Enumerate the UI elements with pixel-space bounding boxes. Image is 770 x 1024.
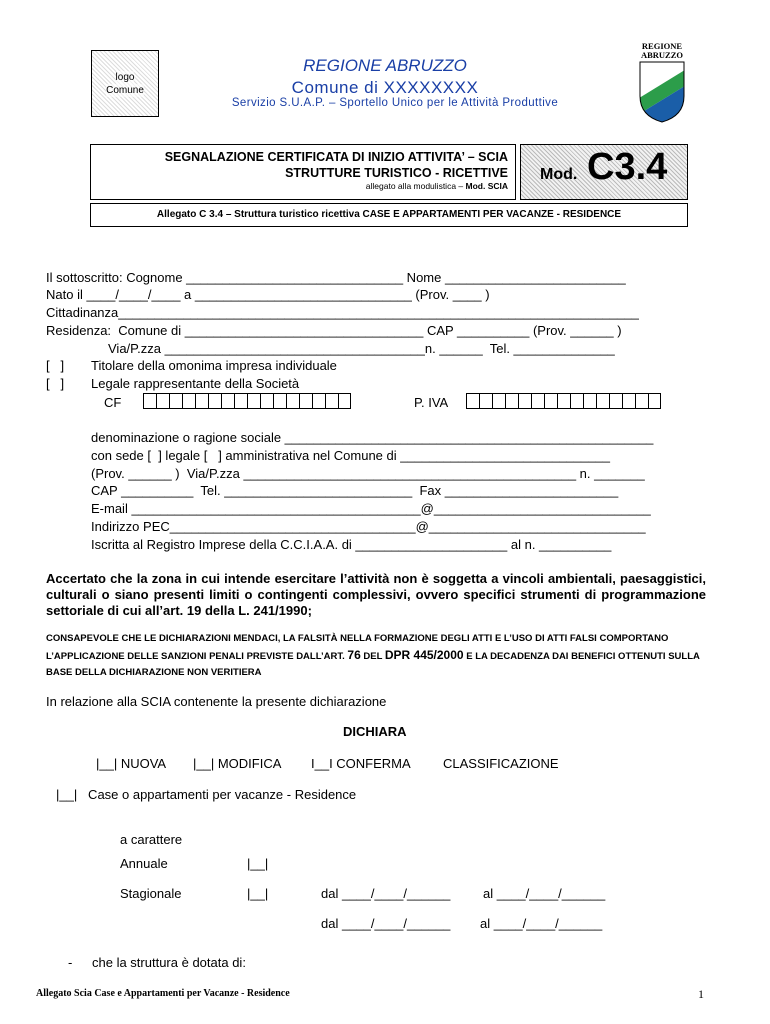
via-line[interactable]: Via/P.zza ____________________________________n. ______ Tel. ______________ [108,341,615,356]
relazione-text: In relazione alla SCIA contenente la presente dichiarazione [46,694,387,709]
shield-icon [636,60,688,124]
comune-title: Comune di XXXXXXXX [291,78,479,97]
piva-digit-box[interactable] [648,393,661,409]
service-subtitle: Servizio S.U.A.P. – Sportello Unico per le Attività Produttive [231,97,559,109]
accertato-paragraph: Accertato che la zona in cui intende esercitare l’attività non è soggetta a vincoli ambientali, paesaggistici, culturali o siano presenti limiti o contingenti complessivi, ovvero specifici strumenti di programmazione settoriale di cui all’art. 19 della L. 241/1990; [46,571,706,618]
piva-digit-box[interactable] [622,393,635,409]
denominazione-line[interactable]: denominazione o ragione sociale ___________________________________________________ [91,430,654,445]
classificazione-label: CLASSIFICAZIONE [443,756,559,771]
mod-code: C3.4 [587,146,668,188]
cf-digit-box[interactable] [156,393,169,409]
piva-grid[interactable] [466,393,661,409]
piva-digit-box[interactable] [557,393,570,409]
piva-digit-box[interactable] [492,393,505,409]
piva-digit-box[interactable] [531,393,544,409]
modulistica-prefix: allegato alla modulistica – [365,181,466,191]
cf-digit-box[interactable] [208,393,221,409]
piva-digit-box[interactable] [583,393,596,409]
nascita-line[interactable]: Nato il ____/____/____ a ______________________________ (Prov. ____ ) [46,287,490,302]
cf-digit-box[interactable] [182,393,195,409]
titolare-label: Titolare della omonima impresa individuale [91,358,337,373]
region-title: REGIONE ABRUZZO [303,56,467,75]
option-nuova[interactable]: |__| NUOVA [96,756,167,771]
registro-imprese-line[interactable]: Iscritta al Registro Imprese della C.C.I.A.A. di _____________________ al n. __________ [91,537,612,552]
case-appartamenti-option[interactable]: |__| Case o appartamenti per vacanze - Residence [56,787,357,802]
cf-digit-box[interactable] [143,393,156,409]
annuale-checkbox[interactable]: |__| [247,856,269,871]
consapevole-dpr: DPR 445/2000 [384,648,464,662]
email-line[interactable]: E-mail ________________________________________@______________________________ [91,501,651,516]
piva-digit-box[interactable] [635,393,648,409]
mod-label: Mod. [540,166,578,183]
emblem-text-line1: REGIONE [641,41,683,51]
consapevole-part3: E LA DECADENZA DAI BENEFICI OTTENUTI SULLA BASE DELLA DICHIARAZIONE NON VERITIERA [46,651,700,678]
piva-digit-box[interactable] [544,393,557,409]
region-emblem [636,42,688,129]
cf-grid[interactable] [143,393,351,409]
cf-digit-box[interactable] [273,393,286,409]
titolare-checkbox[interactable]: [ ] [46,358,65,373]
cf-digit-box[interactable] [312,393,325,409]
dal-field-1[interactable]: dal ____/____/______ [321,886,451,901]
dotata-dash: - [68,955,73,970]
consapevole-paragraph [46,631,706,681]
cf-digit-box[interactable] [221,393,234,409]
al-field-2[interactable]: al ____/____/______ [480,916,603,931]
form-title-line1: SEGNALAZIONE CERTIFICATA DI INIZIO ATTIVITA’ – SCIA [164,150,508,164]
annuale-label: Annuale [120,856,168,871]
dichiara-heading: DICHIARA [343,724,407,739]
logo-text-line1: logo [115,71,135,83]
dal-field-2[interactable]: dal ____/____/______ [321,916,451,931]
cf-digit-box[interactable] [195,393,208,409]
form-title-line3 [95,181,508,191]
piva-digit-box[interactable] [609,393,622,409]
piva-digit-box[interactable] [518,393,531,409]
consapevole-art: 76 [347,648,361,662]
residenza-line[interactable]: Residenza: Comune di _________________________________ CAP __________ (Prov. ______ ) [46,323,622,338]
page-number: 1 [698,987,704,1001]
al-field-1[interactable]: al ____/____/______ [483,886,606,901]
cf-digit-box[interactable] [260,393,273,409]
cf-label: CF [104,395,122,410]
modulistica-mod: Mod. SCIA [465,181,508,191]
piva-digit-box[interactable] [505,393,518,409]
cf-digit-box[interactable] [247,393,260,409]
carattere-label: a carattere [120,832,183,847]
cittadinanza-line[interactable]: Cittadinanza________________________________________________________________________ [46,305,639,320]
logo-text-line2: Comune [106,84,144,96]
consapevole-part2: DEL [360,651,385,662]
cf-digit-box[interactable] [286,393,299,409]
piva-digit-box[interactable] [570,393,583,409]
form-title-line2: STRUTTURE TURISTICO - RICETTIVE [285,166,508,180]
page-footer: Allegato Scia Case e Appartamenti per Vacanze - Residence [36,988,290,999]
legale-rapp-label: Legale rappresentante della Società [91,376,300,391]
consapevole-part1: CONSAPEVOLE CHE LE DICHIARAZIONI MENDACI, LA FALSITÀ NELLA FORMAZIONE DEGLI ATTI E L’USO DI ATTI FALSI COMPORTANO L’APPLICAZIONE DELLE SANZIONI PENALI PREVISTE DALL’ART. [46,633,669,662]
sede-line[interactable]: con sede [ ] legale [ ] amministrativa nel Comune di _____________________________ [91,448,610,463]
cap-tel-fax-line[interactable]: CAP __________ Tel. __________________________ Fax ________________________ [91,483,619,498]
cf-digit-box[interactable] [325,393,338,409]
cf-digit-box[interactable] [338,393,351,409]
allegato-title: Allegato C 3.4 – Struttura turistico ricettiva CASE E APPARTAMENTI PER VACANZE - RESIDENCE [90,203,688,227]
legale-rapp-checkbox[interactable]: [ ] [46,376,65,391]
stagionale-checkbox[interactable]: |__| [247,886,269,901]
piva-label: P. IVA [414,395,449,410]
pec-line[interactable]: Indirizzo PEC__________________________________@______________________________ [91,519,646,534]
option-conferma[interactable]: I__I CONFERMA [311,756,411,771]
cf-digit-box[interactable] [234,393,247,409]
stagionale-label: Stagionale [120,886,182,901]
dotata-text: che la struttura è dotata di: [92,955,246,970]
emblem-text-line2: ABRUZZO [640,50,684,60]
prov-via-line[interactable]: (Prov. ______ ) Via/P.zza ______________________________________________ n. _______ [91,466,645,481]
piva-digit-box[interactable] [466,393,479,409]
cf-digit-box[interactable] [169,393,182,409]
cognome-nome-line[interactable]: Il sottoscritto: Cognome ______________________________ Nome _________________________ [46,270,626,285]
piva-digit-box[interactable] [596,393,609,409]
cf-digit-box[interactable] [299,393,312,409]
option-modifica[interactable]: |__| MODIFICA [193,756,282,771]
piva-digit-box[interactable] [479,393,492,409]
